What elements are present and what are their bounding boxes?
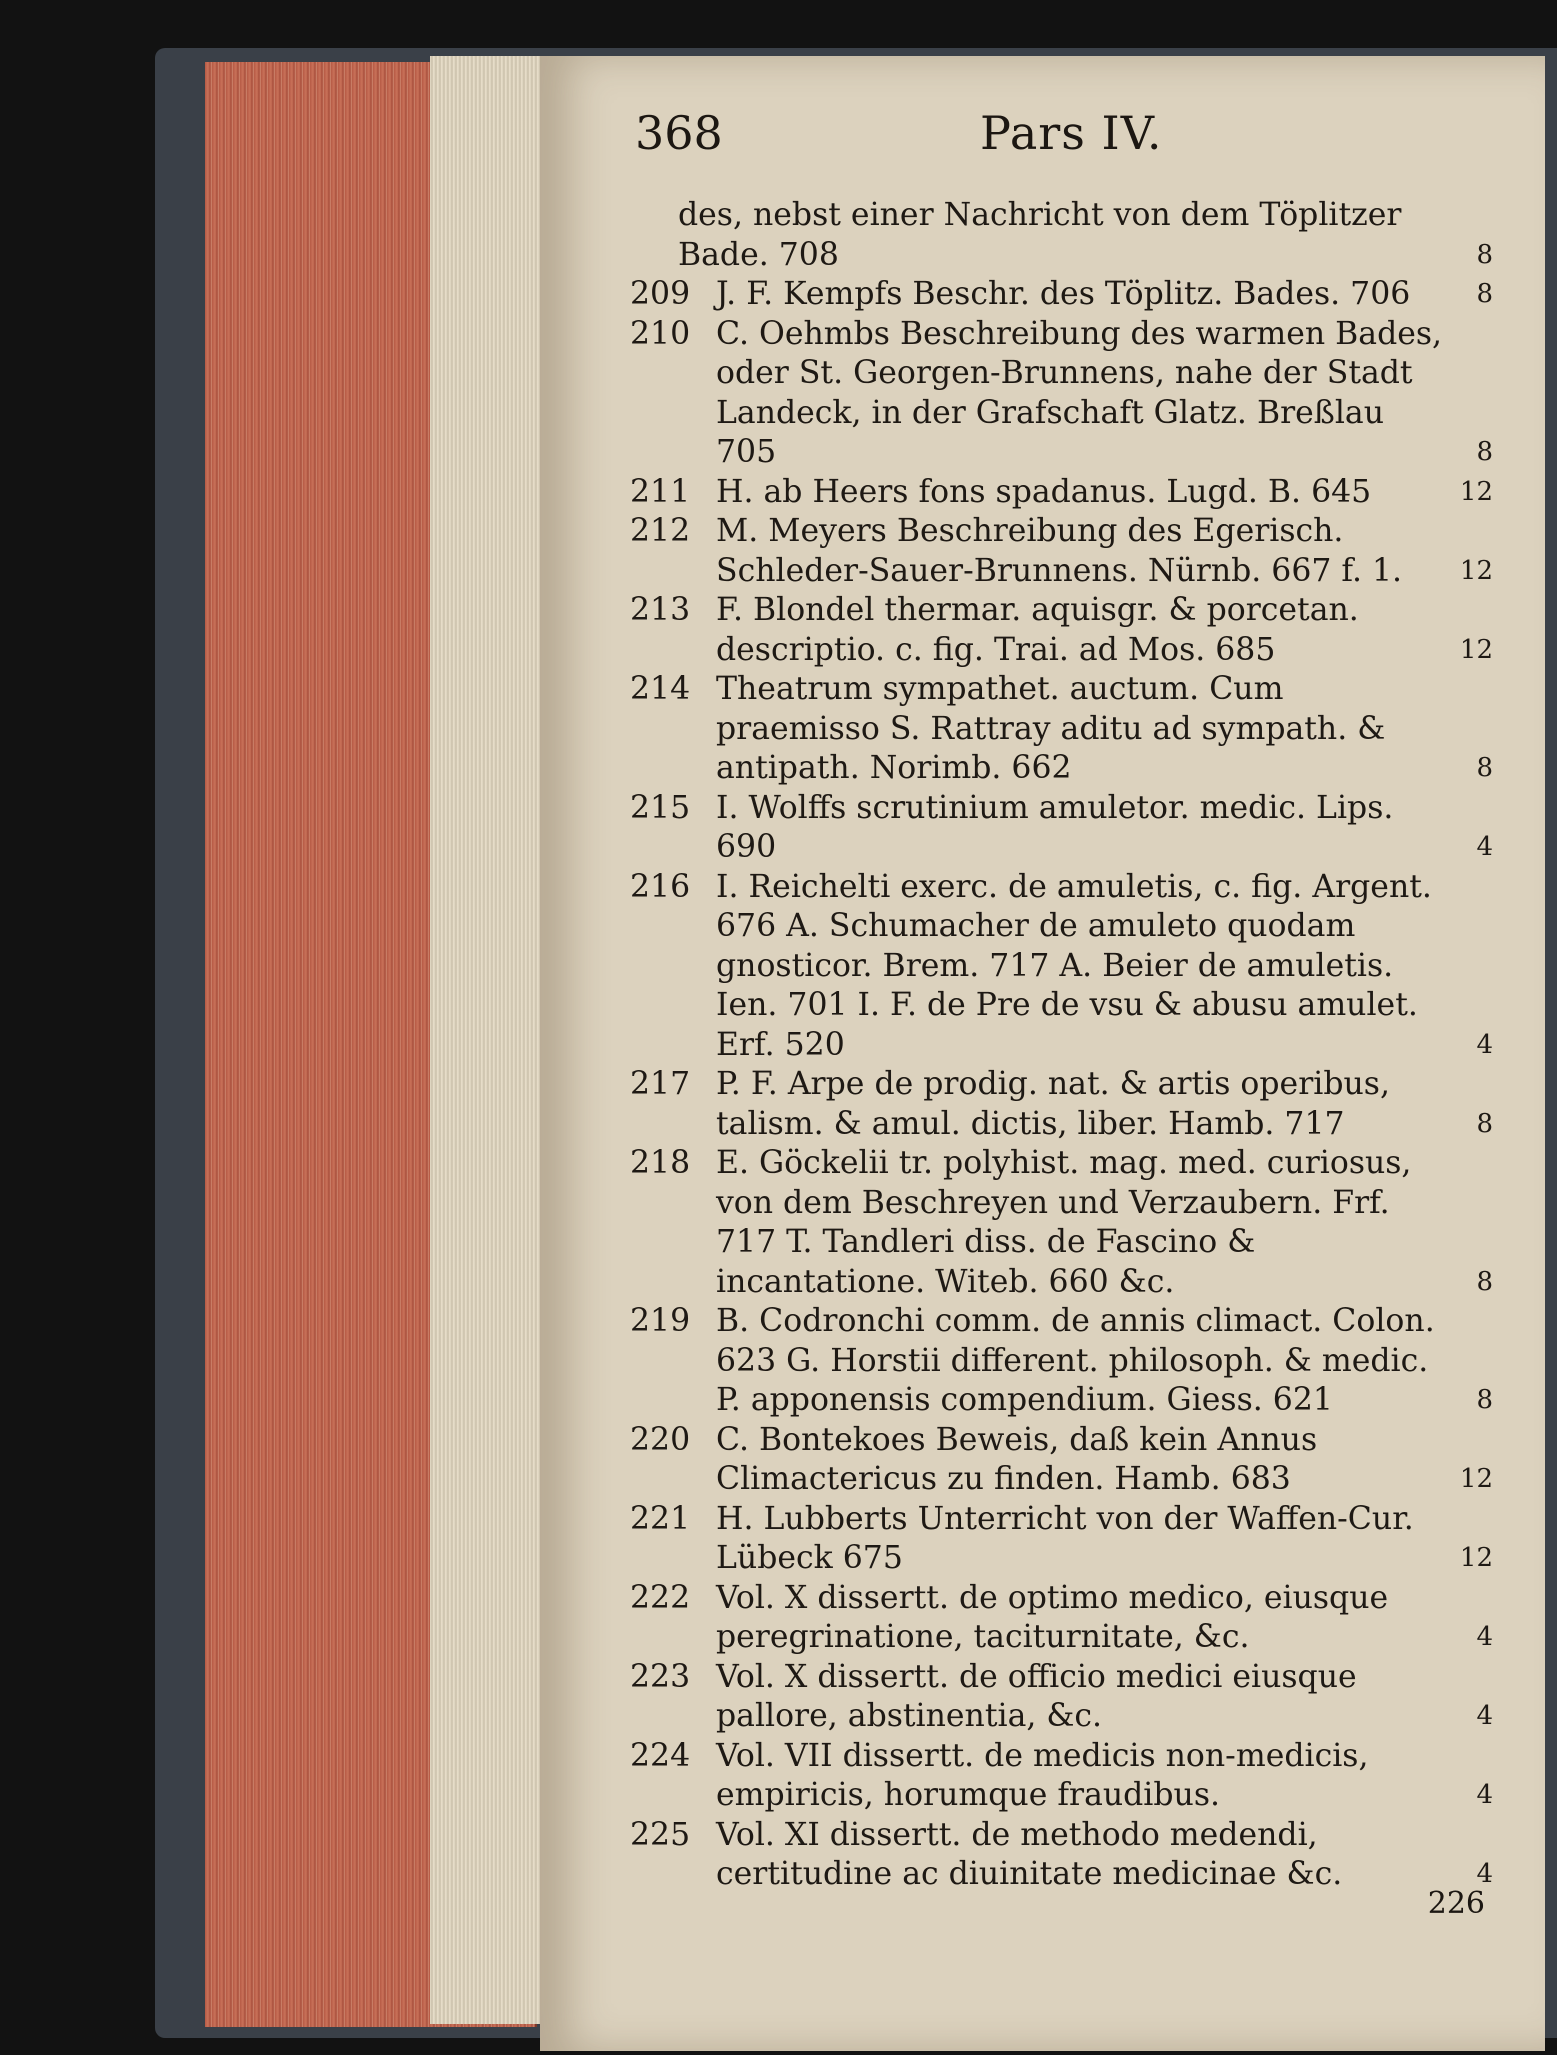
entry-format: 4 (1476, 1780, 1493, 1810)
page-header (635, 106, 1485, 176)
page-stack (430, 56, 542, 2024)
catalog-entry (630, 670, 1493, 789)
catalog-entry (630, 868, 1493, 1066)
catalog-entries (630, 196, 1493, 1895)
entry-text: I. Wolffs scrutinium amuletor. medic. Lips. 690 (716, 789, 1394, 865)
entry-number: 225 (630, 1816, 691, 1853)
entry-number: 223 (630, 1658, 691, 1695)
entry-number: 210 (630, 315, 691, 352)
entry-text: P. F. Arpe de prodig. nat. & artis operibus, talism. & amul. dictis, liber. Hamb. 717 (716, 1066, 1390, 1142)
entry-format: 12 (1459, 1464, 1493, 1494)
entry-text: E. Göckelii tr. polyhist. mag. med. curiosus, von dem Beschreyen und Verzaubern. Frf. 717 T. Tandleri diss. de Fascino & incantatione. Witeb. 660 &c. (716, 1145, 1412, 1300)
entry-text: H. ab Heers fons spadanus. Lugd. B. 645 (716, 473, 1372, 510)
entry-number: 213 (630, 592, 691, 628)
entry-text: M. Meyers Beschreibung des Egerisch. Schleder-Sauer-Brunnens. Nürnb. 667 f. 1. (716, 513, 1403, 589)
entry-text: J. F. Kempfs Beschr. des Töplitz. Bades. 706 (716, 276, 1411, 312)
entry-text: Vol. X dissertt. de optimo medico, eiusque peregrinatione, taciturnitate, &c. (716, 1579, 1389, 1655)
entry-text: C. Bontekoes Beweis, daß kein Annus Climactericus zu finden. Hamb. 683 (716, 1421, 1318, 1497)
entry-format: 4 (1476, 1029, 1493, 1060)
catalog-entry (630, 275, 1493, 315)
entry-number: 209 (630, 276, 691, 312)
entry-number: 220 (630, 1421, 691, 1458)
entry-number: 222 (630, 1579, 691, 1616)
running-title: Pars IV. (980, 106, 1163, 160)
entry-text: F. Blondel thermar. aquisgr. & porcetan. descriptio. c. fig. Trai. ad Mos. 685 (716, 592, 1359, 668)
entry-format: 4 (1476, 1701, 1493, 1731)
entry-format: 4 (1476, 1622, 1493, 1652)
entry-number: 212 (630, 513, 691, 549)
catalog-entry (630, 512, 1493, 591)
page-number: 368 (635, 106, 723, 160)
book-page (540, 56, 1545, 2051)
catalog-entry (630, 591, 1493, 670)
catalog-entry (630, 1579, 1493, 1658)
catalog-entry (630, 1500, 1493, 1579)
catchword: 226 (1427, 1886, 1485, 1921)
catalog-entry (630, 1658, 1493, 1737)
catalog-entry (630, 315, 1493, 473)
entry-text: I. Reichelti exerc. de amuletis, c. fig. Argent. 676 A. Schumacher de amuleto quodam gnosticor. Brem. 717 A. Beier de amuletis. Ien. 701 I. F. de Pre de vsu & abusu amulet. Erf. 520 (716, 868, 1432, 1063)
entry-format: 12 (1459, 634, 1493, 665)
entry-text: C. Oehmbs Beschreibung des warmen Bades, oder St. Georgen-Brunnens, nahe der Stadt Landeck, in der Grafschaft Glatz. Breßlau 705 (716, 315, 1443, 470)
catalog-entry (630, 789, 1493, 868)
entry-text: Vol. XI dissertt. de methodo medendi, certitudine ac diuinitate medicinae &c. (716, 1816, 1343, 1892)
entry-number: 224 (630, 1737, 691, 1774)
catalog-entry (630, 1302, 1493, 1421)
catalog-entry (630, 1421, 1493, 1500)
catalog-entry (630, 1737, 1493, 1816)
entry-text: Vol. X dissertt. de officio medici eiusque pallore, abstinentia, &c. (716, 1658, 1357, 1734)
entry-text: des, nebst einer Nachricht von dem Töplitzer Bade. 708 (678, 197, 1402, 273)
entry-format: 4 (1476, 832, 1493, 862)
entry-number: 211 (630, 473, 691, 510)
entry-format: 12 (1459, 1543, 1493, 1573)
entry-number: 219 (630, 1303, 691, 1339)
entry-format: 8 (1476, 279, 1493, 309)
entry-format: 8 (1476, 1385, 1493, 1415)
entry-format: 12 (1459, 555, 1493, 586)
entry-format: 8 (1476, 437, 1493, 467)
entry-number: 215 (630, 789, 691, 826)
entry-format: 8 (1476, 239, 1493, 270)
entry-text: H. Lubberts Unterricht von der Waffen-Cur. Lübeck 675 (716, 1500, 1414, 1576)
catalog-entry (630, 196, 1493, 275)
catalog-entry (630, 1816, 1493, 1895)
entry-text: Vol. VII dissertt. de medicis non-medicis, empiricis, horumque fraudibus. (716, 1737, 1369, 1813)
entry-text: B. Codronchi comm. de annis climact. Colon. 623 G. Horstii different. philosoph. & medic. P. apponensis compendium. Giess. 621 (716, 1303, 1435, 1418)
catalog-entry (630, 473, 1493, 513)
entry-format: 8 (1476, 753, 1493, 783)
catalog-entry (630, 1065, 1493, 1144)
entry-format: 12 (1459, 476, 1493, 507)
entry-format: 8 (1476, 1266, 1493, 1297)
entry-format: 4 (1476, 1859, 1493, 1889)
entry-number: 221 (630, 1500, 691, 1537)
entry-format: 8 (1476, 1108, 1493, 1139)
catalog-entry (630, 1144, 1493, 1302)
entry-number: 214 (630, 671, 691, 707)
entry-text: Theatrum sympathet. auctum. Cum praemisso S. Rattray aditu ad sympath. & antipath. Norimb. 662 (716, 671, 1386, 786)
entry-number: 217 (630, 1066, 691, 1102)
entry-number: 218 (630, 1145, 691, 1181)
entry-number: 216 (630, 868, 691, 905)
